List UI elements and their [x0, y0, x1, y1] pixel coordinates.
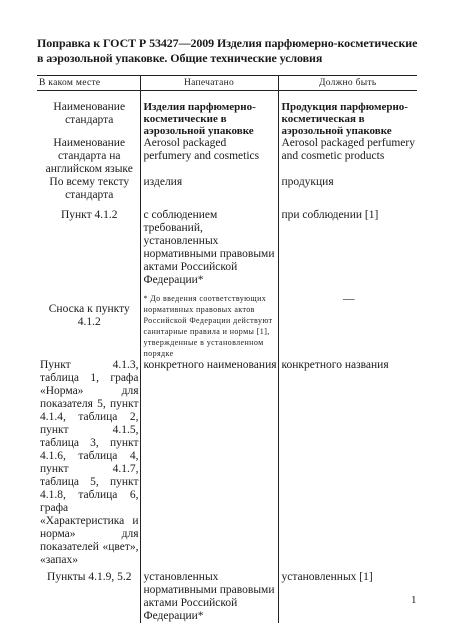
cell-printed: изделия [140, 176, 278, 209]
header-printed: Напечатано [140, 76, 278, 91]
cell-where: Пункт 4.1.2 [60, 209, 118, 221]
table-row [37, 293, 417, 359]
cell-printed: Изделия парфюмерно-косметические в аэрозольной упаковке [140, 91, 278, 138]
cell-should-be: Продукция парфюмерно-косметическая в аэрозольной упаковке [278, 91, 417, 138]
table-row [37, 137, 417, 176]
cell-printed: установленных нормативными правовыми актами Российской Федерации* [140, 571, 278, 623]
cell-should-be: установленных [1] [278, 571, 417, 623]
table-row [37, 209, 417, 293]
header-where: В каком месте [37, 76, 140, 91]
document-title: Поправка к ГОСТ Р 53427—2009 Изделия парфюмерно-косметические в аэрозольной упаковке. Общие технические условия [37, 36, 418, 65]
table-row [37, 359, 417, 571]
cell-should-be: Aerosol packaged perfumery and cosmetic products [278, 137, 417, 176]
cell-should-be: при соблюдении [1] [278, 209, 417, 293]
correction-table [37, 75, 417, 623]
cell-where: Наименование стандарта [53, 101, 126, 126]
cell-where: Наименование стандарта на английском языке [45, 137, 133, 175]
cell-where: Сноска к пункту 4.1.2 [48, 303, 130, 328]
table-row [37, 176, 417, 209]
cell-printed: с соблюдением требований, установленных нормативными правовыми актами Российской Федерации* [140, 209, 278, 293]
cell-where: Пункты 4.1.9, 5.2 [47, 571, 132, 583]
cell-where: По всему тексту стандарта [49, 176, 130, 201]
cell-printed: конкретного наименования [140, 359, 278, 571]
table-row [37, 91, 417, 138]
cell-printed: Aerosol packaged perfumery and cosmetics [140, 137, 278, 176]
header-should-be: Должно быть [278, 76, 417, 91]
page-number: 1 [411, 594, 417, 606]
table-header-row [37, 76, 417, 91]
table-row [37, 571, 417, 623]
cell-printed: * До введения соответствующих нормативных правовых актов Российской Федерации действуют санитарные правила и нормы [1], утвержденные в установленном порядке [140, 293, 278, 359]
cell-should-be: — [278, 293, 417, 359]
cell-where: Пункт 4.1.3, таблица 1, графа «Норма» для показателя 5, пункт 4.1.4, таблица 2, пункт 4.1.5, таблица 3, пункт 4.1.6, таблица 4, пункт 4.1.7, таблица 5, пункт 4.1.8, таблица 6, графа «Характеристика и норма» для показателей «цвет», «запах» [40, 359, 139, 566]
cell-should-be: конкретного названия [278, 359, 417, 571]
cell-should-be: продукция [278, 176, 417, 209]
